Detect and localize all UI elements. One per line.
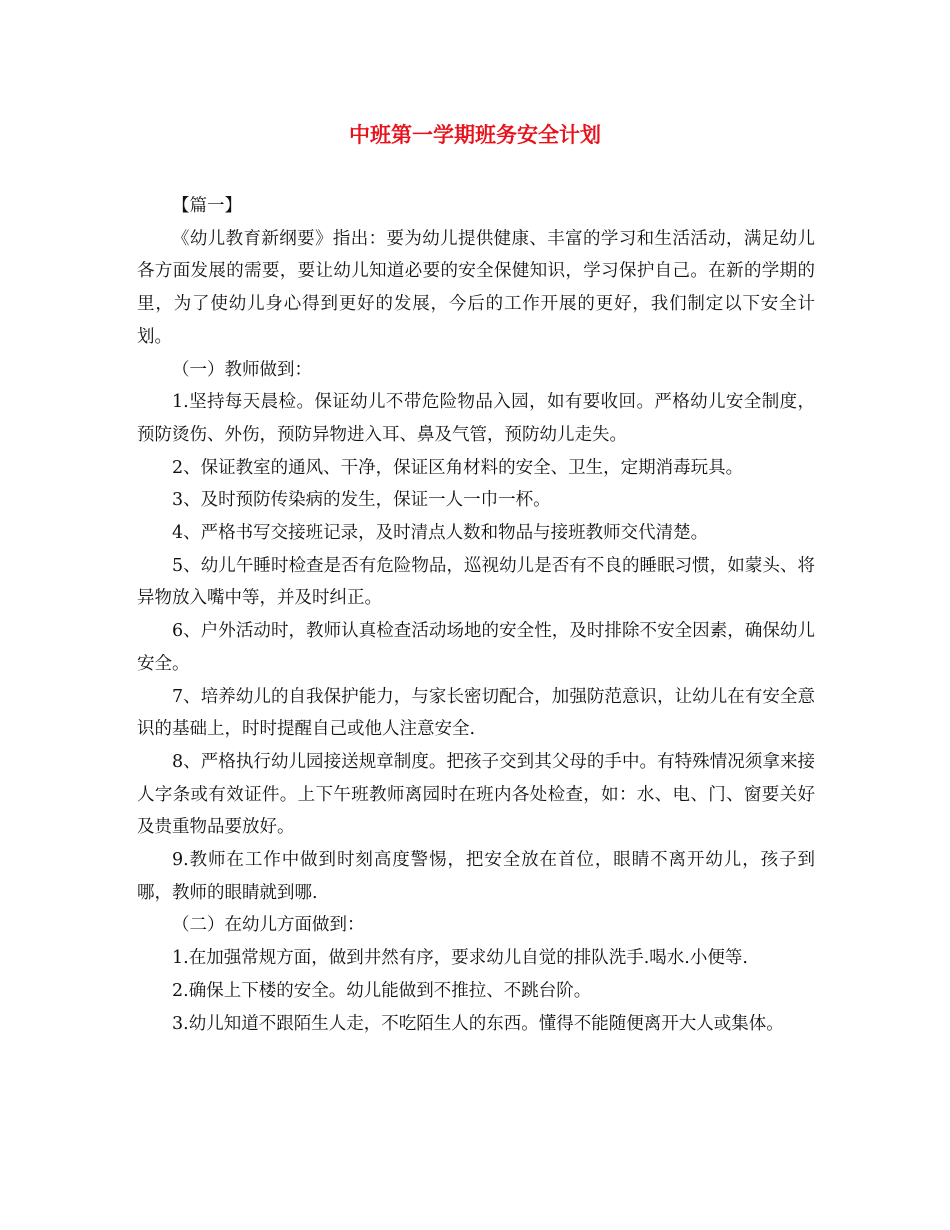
child-section-heading: （二）在幼儿方面做到： [172, 915, 365, 936]
document-title: 中班第一学期班务安全计划 [349, 122, 601, 147]
document-body [137, 190, 815, 1040]
teacher-item-1: 1.坚持每天晨检。保证幼儿不带危险物品入园，如有要收回。严格幼儿安全制度，预防烫伤、外伤，预防异物进入耳、鼻及气管，预防幼儿走失。 [137, 392, 815, 445]
section-heading: 【篇一】 [172, 196, 242, 216]
intro-paragraph: 《幼儿教育新纲要》指出：要为幼儿提供健康、丰富的学习和生活活动，满足幼儿各方面发展的需要，要让幼儿知道必要的安全保健知识，学习保护自己。在新的学期的里，为了使幼儿身心得到更好的发展，今后的工作开展的更好，我们制定以下安全计划。 [137, 228, 815, 347]
teacher-item-8: 8、严格执行幼儿园接送规章制度。把孩子交到其父母的手中。有特殊情况须拿来接人字条或有效证件。上下午班教师离园时在班内各处检查，如：水、电、门、窗要关好及贵重物品要放好。 [137, 751, 815, 838]
child-item-3: 3.幼儿知道不跟陌生人走，不吃陌生人的东西。懂得不能随便离开大人或集体。 [172, 1013, 784, 1034]
teacher-item-7: 7、培养幼儿的自我保护能力，与家长密切配合，加强防范意识，让幼儿在有安全意识的基础上，时时提醒自己或他人注意安全. [137, 686, 815, 740]
teacher-item-3: 3、及时预防传染病的发生，保证一人一巾一杯。 [172, 490, 551, 511]
teacher-item-6: 6、户外活动时，教师认真检查活动场地的安全性，及时排除不安全因素，确保幼儿安全。 [137, 621, 815, 674]
teacher-item-9: 9.教师在工作中做到时刻高度警惕，把安全放在首位，眼睛不离开幼儿，孩子到哪，教师的眼睛就到哪. [137, 850, 815, 903]
child-item-1: 1.在加强常规方面，做到井然有序，要求幼儿自觉的排队洗手.喝水.小便等. [172, 948, 748, 969]
teacher-item-4: 4、严格书写交接班记录，及时清点人数和物品与接班教师交代清楚。 [172, 523, 709, 544]
teacher-item-5: 5、幼儿午睡时检查是否有危险物品，巡视幼儿是否有不良的睡眠习惯，如蒙头、将异物放入嘴中等，并及时纠正。 [137, 555, 815, 609]
teacher-section-heading: （一）教师做到： [172, 359, 312, 380]
child-item-2: 2.确保上下楼的安全。幼儿能做到不推拉、不跳台阶。 [172, 980, 592, 1001]
teacher-item-2: 2、保证教室的通风、干净，保证区角材料的安全、卫生，定期消毒玩具。 [172, 457, 744, 478]
